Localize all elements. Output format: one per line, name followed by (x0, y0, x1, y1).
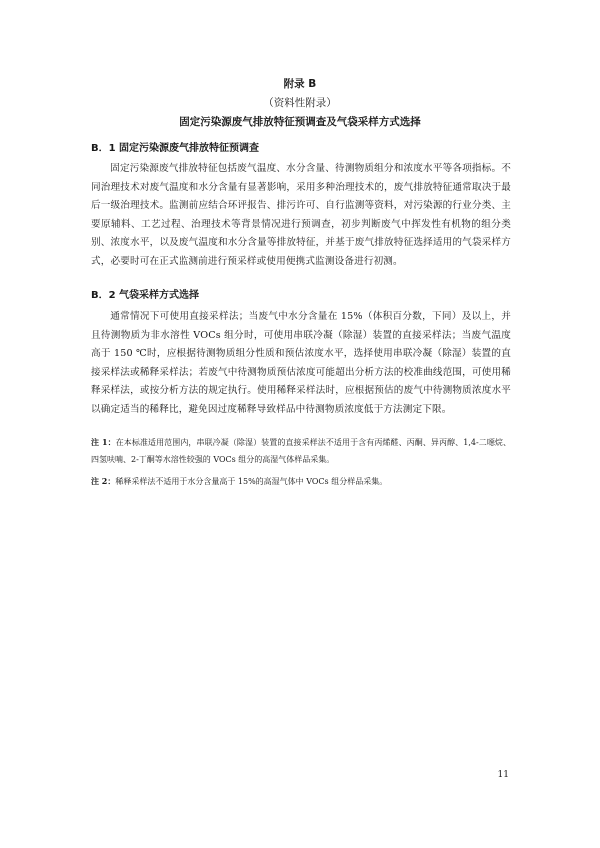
section-b1-paragraph: 固定污染源废气排放特征包括废气温度、水分含量、待测物质组分和浓度水平等各项指标。不同治理技术对废气温度和水分含量有显著影响，采用多种治理技术的，废气排放特征通常取决于最后一级治理技术。监测前应结合环评报告、排污许可、自行监测等资料，对污染源的行业分类、主要原辅料、工艺过程、治理技术等背景情况进行预调查，初步判断废气中挥发性有机物的组分类别、浓度水平，以及废气温度和水分含量等排放特征，并基于废气排放特征选择适用的气袋采样方式，必要时可在正式监测前进行预采样或使用便携式监测设备进行初测。 (91, 163, 511, 267)
note-1 (91, 434, 511, 468)
note-2-text: 稀释采样法不适用于水分含量高于 15%的高湿气体中 VOCs 组分样品采集。 (115, 477, 388, 486)
appendix-type: （资料性附录） (263, 97, 337, 109)
section-b2-paragraph: 通常情况下可使用直接采样法；当废气中水分含量在 15%（体积百分数，下同）及以上，并且待测物质为非水溶性 VOCs 组分时，可使用串联冷凝（除湿）装置的直接采样法；当废气温度高于 150 ℃时，应根据待测物质组分性质和预估浓度水平，选择使用串联冷凝（除湿）装置的直接采样法或稀释采样法；若废气中待测物质预估浓度可能超出分析方法的校准曲线范围，可使用稀释采样法，或按分析方法的规定执行。使用稀释采样法时，应根据预估的废气中待测物质浓度水平以确定适当的稀释比，避免因过度稀释导致样品中待测物质浓度低于方法测定下限。 (91, 311, 511, 415)
note-1-text: 在本标准适用范围内，串联冷凝（除湿）装置的直接采样法不适用于含有丙烯醛、丙酮、异丙醇、1,4-二噁烷、四氢呋喃、2-丁酮等水溶性较强的 VOCs 组分的高湿气体样品采集。 (91, 438, 511, 464)
section-b1-title: 固定污染源废气排放特征预调查 (119, 143, 259, 154)
section-b2-title: 气袋采样方式选择 (119, 290, 199, 301)
appendix-title: 固定污染源废气排放特征预调查及气袋采样方式选择 (179, 116, 421, 128)
note-2 (91, 473, 511, 490)
section-b1-heading (91, 142, 259, 156)
page-number: 11 (497, 770, 509, 780)
note-1-label: 注 1： (91, 437, 116, 447)
appendix-label: 附录 B (283, 78, 317, 90)
note-2-label: 注 2： (91, 476, 116, 486)
section-b2-number: B．2 (91, 290, 116, 301)
section-b1-number: B．1 (91, 143, 116, 154)
section-b2-heading (91, 289, 199, 303)
